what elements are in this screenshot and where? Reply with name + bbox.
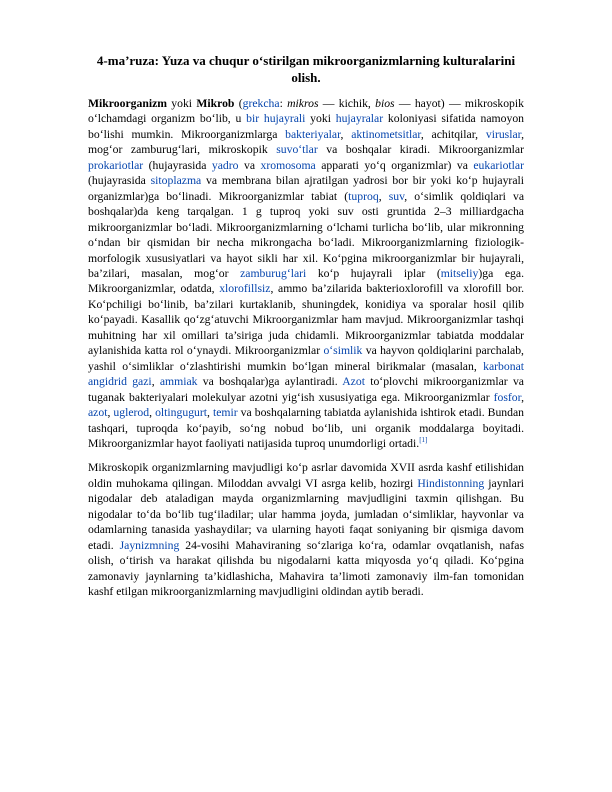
text-run: , xyxy=(340,127,352,141)
text-run: va hayvon qoldiqlarini parchalab, yashil o‘simliklar o‘zlashtirishi mumkin bo‘lgan mineral birikmalar (masalan, xyxy=(88,344,524,373)
text-run: yoki xyxy=(167,97,197,110)
italic-term: bios xyxy=(375,97,395,110)
text-run: , o‘simlik qoldiqlari va boshqalar)da keng tarqalgan. 1 g tuproq yoki suv osti gruntida 2–3 milliardgacha mikroorganizmlar bo‘ladi. Mikroorganizmlarning o‘lchami turlicha bo‘lib, ular mikronning o‘ndan bir qismidan bir necha mikrongacha bo‘ladi. Mikroorganizmlarning fiziologik-morfologik xususiyatlari va hayot sikli har xil. Ko‘pgina mikroorganizmlar bir hujayrali, ba’zilari, masalan, mog‘or xyxy=(88,189,525,280)
wiki-link[interactable]: suv xyxy=(388,189,405,203)
wiki-link[interactable]: zamburug‘lari xyxy=(240,266,307,280)
wiki-link[interactable]: bakteriyalar xyxy=(285,127,341,141)
wiki-link[interactable]: grekcha xyxy=(242,97,280,110)
bold-term: Mikroorganizm xyxy=(88,97,167,110)
text-run: , xyxy=(151,375,160,389)
text-run: , ammo ba’zilarida bakterioxlorofill va xlorofill bor. Ko‘pchiligi bo‘linib, ba’zilari kurtaklanib, shuningdek, konidiya va sporalar hosil qilib ko‘payadi. Kasallik qo‘zg‘atuvchi Mikroorganizmlar ham mavjud. Mikroorganizmlar tashqi muhitning har xil omillari ta’siriga juda chidamli. Mikroorganizmlar tabiatda moddalar aylanishida katta rol o‘ynaydi. Mikroorganizmlar xyxy=(88,282,524,358)
italic-term: mikros xyxy=(287,97,319,110)
wiki-link[interactable]: Azot xyxy=(342,375,365,389)
wiki-link[interactable]: xlorofillsiz xyxy=(219,282,271,296)
wiki-link[interactable]: eukariotlar xyxy=(473,158,524,172)
text-run: 24-vosihi Mahaviraning so‘zlariga ko‘ra, odamlar ovqatlanish, nafas olish, o‘tirish va harakat qilishda bu nigodalarni katta miqyosda yo‘q qiladi. Ko‘pgina zamonaviy jaynlarning ta’kidlashicha, Mahavira ta’limoti zamonaviy ilm-fan tomonidan kashf etilgan mikroorganizmlarning mavjudligini oldindan aytib beradi. xyxy=(88,538,524,599)
lecture-title: 4-ma’ruza: Yuza va chuqur o‘stirilgan mikroorganizmlarning kulturalarini olish. xyxy=(96,53,516,85)
wiki-link[interactable]: oltingugurt xyxy=(155,406,208,420)
text-run: Mikroskopik organizmlarning mavjudligi ko‘p asrlar davomida XVII asrda kashf etilishidan oldin muhokama qilingan. Miloddan avvalgi VI asrga kelib, hozirgi xyxy=(88,461,524,490)
text-run: va boshqalar kiradi. Mikroorganizmlar xyxy=(317,143,524,157)
wiki-link[interactable]: yadro xyxy=(211,158,239,172)
wiki-link[interactable]: prokariotlar xyxy=(88,158,144,172)
wiki-link[interactable]: karbonat angidrid gazi xyxy=(88,359,524,389)
footnote-ref[interactable]: [1] xyxy=(419,436,428,445)
wiki-link[interactable]: uglerod xyxy=(113,406,150,420)
text-run: va xyxy=(238,158,261,172)
wiki-link[interactable]: suvo‘tlar xyxy=(276,143,318,157)
text-run: , mog‘or zamburug‘lari, mikroskopik xyxy=(88,127,525,157)
text-run: , xyxy=(207,406,213,420)
text-run: (hujayrasida xyxy=(88,174,151,188)
document-content xyxy=(88,52,524,609)
wiki-link[interactable]: bir hujayrali xyxy=(246,112,306,126)
text-run: apparati yo‘q organizmlar) va xyxy=(315,158,474,172)
wiki-link[interactable]: sitoplazma xyxy=(150,174,202,188)
text-run: (hujayrasida xyxy=(143,158,212,172)
text-run: , xyxy=(378,189,389,203)
text-run: ko‘p hujayrali iplar ( xyxy=(306,266,441,280)
text-run: va membrana bilan ajratilgan yadrosi bor bir yoki ko‘p hujayrali organizmlar)ga bo‘linadi. Mikroorganizmlar tabiat ( xyxy=(88,174,524,203)
text-run: , xyxy=(521,390,524,404)
text-run: va boshqalarning tabiatda aylanishida ishtirok etadi. Bundan tashqari, tuproqda ko‘payib, so‘ng nobud bo‘lib, uni organik moddalarga boyitadi. Mikroorganizmlar hayot faoliyati natijasida tuproq unumdorligi ortadi. xyxy=(88,406,525,450)
wiki-link[interactable]: o‘simlik xyxy=(323,344,363,358)
wiki-link[interactable]: xromosoma xyxy=(260,158,316,172)
text-run: ( xyxy=(234,97,243,110)
text-run: to‘plovchi mikroorganizmlar va tuganak bakteriyalari molekulyar azotni yig‘ish xususiyatiga ega. Mikroorganizmlar xyxy=(88,375,524,404)
wiki-link[interactable]: azot xyxy=(88,406,108,420)
text-run: koloniyasi sifatida namoyon bo‘lishi mumkin. Mikroorganizmlarga xyxy=(88,112,525,141)
text-run: va boshqalar)ga aylantiradi. xyxy=(197,375,343,389)
text-run: jaynlari nigodalar deb ataladigan mayda organizmlarning mavjudligini taxmin qilishgan. Bu nigodalar to‘da bo‘lib tug‘iladilar; ular hamma joyda, jumladan o‘simliklar, hayvonlar va odamlarning tanasida yashaydilar; va ularning hayoti faqat soniyaning bir qismiga davom etadi. xyxy=(88,476,524,552)
wiki-link[interactable]: hujayralar xyxy=(335,112,384,126)
text-run: , xyxy=(107,406,114,420)
wiki-link[interactable]: Hindistonning xyxy=(417,476,485,490)
paragraph-1 xyxy=(88,96,524,451)
text-run: : xyxy=(279,97,288,110)
wiki-link[interactable]: aktinometsitlar xyxy=(351,127,421,141)
text-run: — hayot) — mikroskopik o‘lchamdagi organizm bo‘lib, u xyxy=(88,97,524,126)
text-run: , xyxy=(149,406,156,420)
wiki-link[interactable]: fosfor xyxy=(493,390,522,404)
text-run: , achitqilar, xyxy=(420,127,486,141)
wiki-link[interactable]: tuproq xyxy=(348,189,379,203)
wiki-link[interactable]: temir xyxy=(212,406,238,420)
wiki-link[interactable]: mitseliy xyxy=(440,266,479,280)
wiki-link[interactable]: Jaynizmning xyxy=(119,538,180,552)
text-run: )ga ega. Mikroorganizmlar, odatda, xyxy=(88,266,524,296)
paragraph-2 xyxy=(88,460,524,599)
bold-term: Mikrob xyxy=(196,97,235,110)
wiki-link[interactable]: ammiak xyxy=(159,375,198,389)
text-run: yoki xyxy=(305,112,336,126)
wiki-link[interactable]: viruslar xyxy=(485,127,522,141)
text-run: — kichik, xyxy=(318,97,376,110)
